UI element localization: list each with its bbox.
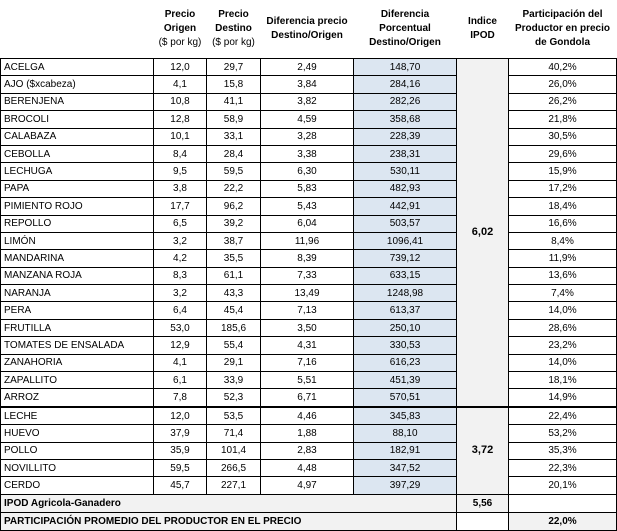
cell-precio-origen: 3,2 bbox=[154, 285, 207, 302]
cell-precio-origen: 3,8 bbox=[154, 180, 207, 197]
cell-producto: CERDO bbox=[1, 477, 154, 494]
cell-precio-destino: 55,4 bbox=[207, 337, 261, 354]
cell-precio-origen: 12,0 bbox=[154, 59, 207, 76]
cell-porcentual: 482,93 bbox=[354, 180, 457, 197]
header-diferencia-precio: Diferencia precio Destino/Origen bbox=[266, 16, 348, 41]
cell-precio-destino: 61,1 bbox=[207, 267, 261, 284]
cell-diferencia: 2,83 bbox=[261, 442, 354, 459]
cell-precio-destino: 28,4 bbox=[207, 145, 261, 162]
header-precio-destino-unit: ($ por kg) bbox=[212, 37, 255, 48]
cell-precio-origen: 10,1 bbox=[154, 128, 207, 145]
cell-precio-origen: 3,2 bbox=[154, 232, 207, 249]
cell-diferencia: 7,16 bbox=[261, 354, 354, 371]
cell-precio-destino: 29,1 bbox=[207, 354, 261, 371]
cell-diferencia: 11,96 bbox=[261, 232, 354, 249]
cell-porcentual: 739,12 bbox=[354, 250, 457, 267]
cell-diferencia: 5,51 bbox=[261, 372, 354, 389]
cell-producto: BROCOLI bbox=[1, 111, 154, 128]
cell-participacion: 13,6% bbox=[509, 267, 617, 284]
cell-precio-destino: 35,5 bbox=[207, 250, 261, 267]
cell-producto: REPOLLO bbox=[1, 215, 154, 232]
cell-producto: MANZANA ROJA bbox=[1, 267, 154, 284]
header-indice-ipod: Indice IPOD bbox=[468, 16, 497, 41]
cell-precio-destino: 39,2 bbox=[207, 215, 261, 232]
cell-producto: PERA bbox=[1, 302, 154, 319]
cell-producto: LECHUGA bbox=[1, 163, 154, 180]
cell-precio-origen: 12,8 bbox=[154, 111, 207, 128]
cell-diferencia: 2,49 bbox=[261, 59, 354, 76]
cell-producto: PAPA bbox=[1, 180, 154, 197]
cell-precio-origen: 45,7 bbox=[154, 477, 207, 494]
header-diferencia-porcentual: Diferencia Porcentual Destino/Origen bbox=[369, 9, 441, 48]
cell-precio-destino: 38,7 bbox=[207, 232, 261, 249]
cell-precio-destino: 29,7 bbox=[207, 59, 261, 76]
cell-participacion: 28,6% bbox=[509, 319, 617, 336]
cell-participacion: 22,3% bbox=[509, 459, 617, 476]
cell-precio-destino: 43,3 bbox=[207, 285, 261, 302]
cell-porcentual: 633,15 bbox=[354, 267, 457, 284]
table-row bbox=[1, 442, 617, 459]
cell-precio-origen: 37,9 bbox=[154, 425, 207, 442]
summary-ipod-row bbox=[1, 494, 617, 512]
cell-participacion: 16,6% bbox=[509, 215, 617, 232]
cell-porcentual: 238,31 bbox=[354, 145, 457, 162]
cell-precio-origen: 8,4 bbox=[154, 145, 207, 162]
cell-porcentual: 347,52 bbox=[354, 459, 457, 476]
cell-participacion: 26,0% bbox=[509, 76, 617, 93]
cell-producto: ARROZ bbox=[1, 389, 154, 407]
table-row bbox=[1, 163, 617, 180]
cell-porcentual: 284,16 bbox=[354, 76, 457, 93]
table-row bbox=[1, 215, 617, 232]
cell-porcentual: 250,10 bbox=[354, 319, 457, 336]
summary-participacion-row bbox=[1, 512, 617, 530]
cell-producto: BERENJENA bbox=[1, 93, 154, 110]
cell-participacion: 17,2% bbox=[509, 180, 617, 197]
header-row bbox=[1, 0, 617, 59]
cell-precio-destino: 15,8 bbox=[207, 76, 261, 93]
cell-precio-origen: 53,0 bbox=[154, 319, 207, 336]
cell-porcentual: 613,37 bbox=[354, 302, 457, 319]
cell-precio-origen: 6,1 bbox=[154, 372, 207, 389]
cell-diferencia: 7,33 bbox=[261, 267, 354, 284]
cell-participacion: 7,4% bbox=[509, 285, 617, 302]
cell-precio-destino: 41,1 bbox=[207, 93, 261, 110]
cell-producto: TOMATES DE ENSALADA bbox=[1, 337, 154, 354]
cell-precio-origen: 17,7 bbox=[154, 198, 207, 215]
cell-precio-origen: 6,5 bbox=[154, 215, 207, 232]
cell-precio-destino: 227,1 bbox=[207, 477, 261, 494]
cell-participacion: 14,9% bbox=[509, 389, 617, 407]
table-row bbox=[1, 354, 617, 371]
cell-precio-origen: 6,4 bbox=[154, 302, 207, 319]
cell-porcentual: 1248,98 bbox=[354, 285, 457, 302]
cell-diferencia: 3,82 bbox=[261, 93, 354, 110]
cell-porcentual: 148,70 bbox=[354, 59, 457, 76]
header-producto bbox=[1, 0, 154, 59]
table-row bbox=[1, 232, 617, 249]
cell-precio-destino: 53,5 bbox=[207, 407, 261, 425]
table-row bbox=[1, 76, 617, 93]
cell-participacion: 23,2% bbox=[509, 337, 617, 354]
cell-precio-origen: 4,2 bbox=[154, 250, 207, 267]
cell-porcentual: 282,26 bbox=[354, 93, 457, 110]
cell-precio-origen: 9,5 bbox=[154, 163, 207, 180]
cell-diferencia: 5,83 bbox=[261, 180, 354, 197]
cell-participacion: 21,8% bbox=[509, 111, 617, 128]
table-row bbox=[1, 372, 617, 389]
ipod-agricola-value: 6,02 bbox=[457, 59, 509, 407]
header-precio-origen bbox=[154, 0, 207, 59]
cell-diferencia: 4,59 bbox=[261, 111, 354, 128]
cell-porcentual: 442,91 bbox=[354, 198, 457, 215]
cell-participacion: 14,0% bbox=[509, 302, 617, 319]
cell-participacion: 40,2% bbox=[509, 59, 617, 76]
header-participacion: Participación del Productor en precio de Gondola bbox=[514, 9, 610, 48]
summary-participacion-label: PARTICIPACIÓN PROMEDIO DEL PRODUCTOR EN EL PRECIO bbox=[1, 512, 457, 530]
cell-diferencia: 6,71 bbox=[261, 389, 354, 407]
cell-precio-destino: 45,4 bbox=[207, 302, 261, 319]
cell-diferencia: 3,50 bbox=[261, 319, 354, 336]
cell-participacion: 8,4% bbox=[509, 232, 617, 249]
cell-precio-destino: 71,4 bbox=[207, 425, 261, 442]
cell-producto: LIMÓN bbox=[1, 232, 154, 249]
cell-porcentual: 228,39 bbox=[354, 128, 457, 145]
cell-producto: LECHE bbox=[1, 407, 154, 425]
cell-diferencia: 13,49 bbox=[261, 285, 354, 302]
table-row bbox=[1, 128, 617, 145]
header-precio-origen-unit: ($ por kg) bbox=[158, 37, 202, 48]
table-row bbox=[1, 93, 617, 110]
cell-precio-origen: 8,3 bbox=[154, 267, 207, 284]
cell-precio-destino: 59,5 bbox=[207, 163, 261, 180]
cell-participacion: 53,2% bbox=[509, 425, 617, 442]
table-row bbox=[1, 477, 617, 494]
cell-participacion: 14,0% bbox=[509, 354, 617, 371]
ipod-ganadero-value: 3,72 bbox=[457, 407, 509, 494]
cell-producto: CALABAZA bbox=[1, 128, 154, 145]
header-precio-origen-title: Precio Origen bbox=[163, 9, 197, 34]
cell-porcentual: 503,57 bbox=[354, 215, 457, 232]
cell-precio-destino: 101,4 bbox=[207, 442, 261, 459]
cell-porcentual: 451,39 bbox=[354, 372, 457, 389]
cell-participacion: 35,3% bbox=[509, 442, 617, 459]
table-row bbox=[1, 250, 617, 267]
summary-participacion-empty bbox=[457, 512, 509, 530]
table-row bbox=[1, 407, 617, 425]
cell-participacion: 18,4% bbox=[509, 198, 617, 215]
cell-porcentual: 530,11 bbox=[354, 163, 457, 180]
cell-producto: NOVILLITO bbox=[1, 459, 154, 476]
cell-participacion: 22,4% bbox=[509, 407, 617, 425]
cell-porcentual: 345,83 bbox=[354, 407, 457, 425]
cell-porcentual: 616,23 bbox=[354, 354, 457, 371]
cell-participacion: 18,1% bbox=[509, 372, 617, 389]
cell-precio-destino: 266,5 bbox=[207, 459, 261, 476]
cell-precio-origen: 4,1 bbox=[154, 76, 207, 93]
cell-precio-origen: 12,9 bbox=[154, 337, 207, 354]
table-row bbox=[1, 59, 617, 76]
cell-porcentual: 358,68 bbox=[354, 111, 457, 128]
cell-precio-origen: 59,5 bbox=[154, 459, 207, 476]
cell-precio-destino: 185,6 bbox=[207, 319, 261, 336]
cell-producto: HUEVO bbox=[1, 425, 154, 442]
cell-diferencia: 3,28 bbox=[261, 128, 354, 145]
cell-precio-origen: 7,8 bbox=[154, 389, 207, 407]
cell-producto: MANDARINA bbox=[1, 250, 154, 267]
cell-participacion: 15,9% bbox=[509, 163, 617, 180]
table-row bbox=[1, 267, 617, 284]
cell-diferencia: 6,04 bbox=[261, 215, 354, 232]
table-row bbox=[1, 459, 617, 476]
cell-precio-destino: 33,1 bbox=[207, 128, 261, 145]
cell-producto: AJO ($xcabeza) bbox=[1, 76, 154, 93]
cell-porcentual: 182,91 bbox=[354, 442, 457, 459]
table-row bbox=[1, 180, 617, 197]
table-row bbox=[1, 198, 617, 215]
cell-producto: CEBOLLA bbox=[1, 145, 154, 162]
summary-ipod-empty bbox=[509, 494, 617, 512]
cell-precio-destino: 33,9 bbox=[207, 372, 261, 389]
cell-producto: POLLO bbox=[1, 442, 154, 459]
table-row bbox=[1, 302, 617, 319]
cell-precio-origen: 10,8 bbox=[154, 93, 207, 110]
cell-porcentual: 570,51 bbox=[354, 389, 457, 407]
table-row bbox=[1, 425, 617, 442]
cell-producto: NARANJA bbox=[1, 285, 154, 302]
cell-participacion: 29,6% bbox=[509, 145, 617, 162]
summary-ipod-value: 5,56 bbox=[457, 494, 509, 512]
cell-porcentual: 330,53 bbox=[354, 337, 457, 354]
table-row bbox=[1, 389, 617, 407]
cell-diferencia: 7,13 bbox=[261, 302, 354, 319]
cell-precio-destino: 58,9 bbox=[207, 111, 261, 128]
cell-diferencia: 1,88 bbox=[261, 425, 354, 442]
cell-porcentual: 397,29 bbox=[354, 477, 457, 494]
cell-precio-destino: 96,2 bbox=[207, 198, 261, 215]
cell-diferencia: 6,30 bbox=[261, 163, 354, 180]
cell-producto: ZANAHORIA bbox=[1, 354, 154, 371]
cell-producto: ACELGA bbox=[1, 59, 154, 76]
cell-diferencia: 3,84 bbox=[261, 76, 354, 93]
cell-producto: FRUTILLA bbox=[1, 319, 154, 336]
table-row bbox=[1, 145, 617, 162]
cell-precio-origen: 35,9 bbox=[154, 442, 207, 459]
cell-diferencia: 8,39 bbox=[261, 250, 354, 267]
table-row bbox=[1, 337, 617, 354]
cell-producto: ZAPALLITO bbox=[1, 372, 154, 389]
cell-diferencia: 4,31 bbox=[261, 337, 354, 354]
summary-participacion-value: 22,0% bbox=[509, 512, 617, 530]
cell-precio-origen: 12,0 bbox=[154, 407, 207, 425]
cell-diferencia: 4,46 bbox=[261, 407, 354, 425]
table-row bbox=[1, 111, 617, 128]
cell-porcentual: 88,10 bbox=[354, 425, 457, 442]
cell-porcentual: 1096,41 bbox=[354, 232, 457, 249]
header-precio-destino-title: Precio Destino bbox=[215, 9, 252, 34]
cell-diferencia: 4,97 bbox=[261, 477, 354, 494]
cell-participacion: 30,5% bbox=[509, 128, 617, 145]
cell-producto: PIMIENTO ROJO bbox=[1, 198, 154, 215]
header-precio-destino bbox=[207, 0, 261, 59]
cell-precio-origen: 4,1 bbox=[154, 354, 207, 371]
cell-diferencia: 5,43 bbox=[261, 198, 354, 215]
cell-precio-destino: 52,3 bbox=[207, 389, 261, 407]
table-row bbox=[1, 319, 617, 336]
cell-participacion: 11,9% bbox=[509, 250, 617, 267]
table-row bbox=[1, 285, 617, 302]
cell-participacion: 20,1% bbox=[509, 477, 617, 494]
cell-diferencia: 4,48 bbox=[261, 459, 354, 476]
summary-ipod-label: IPOD Agricola-Ganadero bbox=[1, 494, 457, 512]
cell-diferencia: 3,38 bbox=[261, 145, 354, 162]
cell-participacion: 26,2% bbox=[509, 93, 617, 110]
cell-precio-destino: 22,2 bbox=[207, 180, 261, 197]
